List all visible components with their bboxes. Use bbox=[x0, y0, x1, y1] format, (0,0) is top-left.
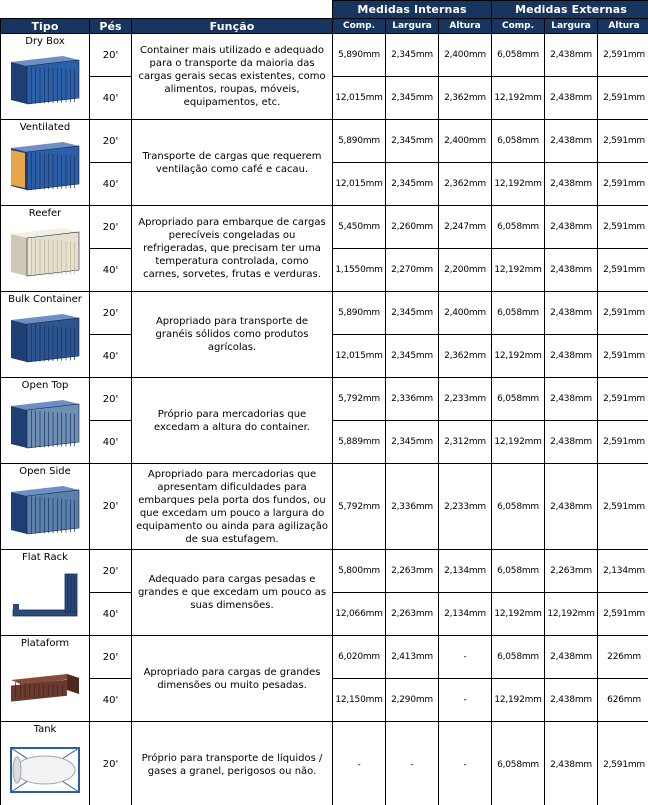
table-row bbox=[1, 722, 648, 805]
table-row bbox=[1, 464, 648, 550]
pes-cell: 20' bbox=[90, 292, 132, 335]
pes-cell: 20' bbox=[90, 464, 132, 550]
ext-altura-cell: 2,591mm bbox=[598, 249, 648, 292]
int-altura-cell: 2,312mm bbox=[439, 421, 492, 464]
ext-altura-cell: 2,591mm bbox=[598, 335, 648, 378]
int-largura-cell: 2,263mm bbox=[386, 593, 439, 636]
ext-comp-cell: 6,058mm bbox=[492, 292, 545, 335]
ventilated-container-image bbox=[1, 136, 89, 201]
pes-cell: 20' bbox=[90, 378, 132, 421]
ext-largura-cell: 2,438mm bbox=[545, 206, 598, 249]
header-int-largura: Largura bbox=[386, 19, 439, 34]
int-comp-cell: 12,015mm bbox=[333, 163, 386, 206]
ext-largura-cell: 2,438mm bbox=[545, 335, 598, 378]
int-altura-cell: 2,233mm bbox=[439, 464, 492, 550]
int-largura-cell: 2,345mm bbox=[386, 120, 439, 163]
table-row bbox=[1, 550, 648, 593]
funcao-cell: Container mais utilizado e adequado para o transporte da maioria das cargas gerais secas existentes, como alimentos, roupas, móveis, equipamentos, etc. bbox=[132, 34, 333, 120]
pes-cell: 20' bbox=[90, 636, 132, 679]
ext-comp-cell: 12,192mm bbox=[492, 335, 545, 378]
int-largura-cell: 2,345mm bbox=[386, 421, 439, 464]
int-comp-cell: 12,066mm bbox=[333, 593, 386, 636]
ext-largura-cell: 2,438mm bbox=[545, 163, 598, 206]
int-comp-cell: 6,020mm bbox=[333, 636, 386, 679]
pes-cell: 20' bbox=[90, 206, 132, 249]
int-largura-cell: 2,263mm bbox=[386, 550, 439, 593]
ext-comp-cell: 6,058mm bbox=[492, 120, 545, 163]
bulk-container-image bbox=[1, 308, 89, 373]
int-comp-cell: 5,800mm bbox=[333, 550, 386, 593]
ext-comp-cell: 12,192mm bbox=[492, 163, 545, 206]
ext-comp-cell: 12,192mm bbox=[492, 593, 545, 636]
int-comp-cell: 5,450mm bbox=[333, 206, 386, 249]
funcao-cell: Transporte de cargas que requerem ventilação como café e cacau. bbox=[132, 120, 333, 206]
int-altura-cell: - bbox=[439, 636, 492, 679]
funcao-cell: Próprio para transporte de líquidos / gases a granel, perigosos ou não. bbox=[132, 722, 333, 805]
header-ext-comp: Comp. bbox=[492, 19, 545, 34]
pes-cell: 40' bbox=[90, 77, 132, 120]
header-medidas-internas: Medidas Internas bbox=[333, 1, 492, 19]
container-type-name: Bulk Container bbox=[8, 294, 82, 305]
container-type-name: Flat Rack bbox=[22, 552, 68, 563]
int-largura-cell: - bbox=[386, 722, 439, 805]
ext-largura-cell: 2,438mm bbox=[545, 120, 598, 163]
int-comp-cell: 5,890mm bbox=[333, 120, 386, 163]
container-type-name: Open Side bbox=[19, 466, 71, 477]
ext-largura-cell: 2,438mm bbox=[545, 378, 598, 421]
header-ext-altura: Altura bbox=[598, 19, 648, 34]
ext-comp-cell: 6,058mm bbox=[492, 206, 545, 249]
pes-cell: 40' bbox=[90, 249, 132, 292]
table-row bbox=[1, 636, 648, 679]
ext-altura-cell: 2,591mm bbox=[598, 593, 648, 636]
int-comp-cell: 5,792mm bbox=[333, 464, 386, 550]
header-int-altura: Altura bbox=[439, 19, 492, 34]
container-type-name: Reefer bbox=[28, 208, 62, 219]
ext-comp-cell: 12,192mm bbox=[492, 249, 545, 292]
ext-largura-cell: 2,438mm bbox=[545, 464, 598, 550]
container-type-name: Dry Box bbox=[25, 36, 65, 47]
ext-largura-cell: 2,438mm bbox=[545, 292, 598, 335]
open-side-container-image bbox=[1, 480, 89, 545]
int-altura-cell: 2,400mm bbox=[439, 292, 492, 335]
pes-cell: 40' bbox=[90, 421, 132, 464]
header-funcao: Função bbox=[132, 19, 333, 34]
container-type-cell bbox=[1, 636, 90, 722]
int-altura-cell: 2,362mm bbox=[439, 77, 492, 120]
ext-altura-cell: 2,591mm bbox=[598, 722, 648, 805]
int-comp-cell: 1,1550mm bbox=[333, 249, 386, 292]
int-comp-cell: 5,792mm bbox=[333, 378, 386, 421]
flat-rack-container-image bbox=[1, 566, 89, 631]
ext-comp-cell: 6,058mm bbox=[492, 378, 545, 421]
int-altura-cell: 2,362mm bbox=[439, 335, 492, 378]
int-largura-cell: 2,345mm bbox=[386, 77, 439, 120]
ext-altura-cell: 2,591mm bbox=[598, 378, 648, 421]
plataform-container-image bbox=[1, 652, 89, 717]
table-row bbox=[1, 292, 648, 335]
int-altura-cell: 2,362mm bbox=[439, 163, 492, 206]
pes-cell: 40' bbox=[90, 593, 132, 636]
dry-box-container-image bbox=[1, 50, 89, 115]
int-largura-cell: 2,336mm bbox=[386, 464, 439, 550]
header-int-comp: Comp. bbox=[333, 19, 386, 34]
container-type-cell bbox=[1, 464, 90, 550]
container-type-cell bbox=[1, 722, 90, 805]
int-comp-cell: 12,015mm bbox=[333, 77, 386, 120]
int-largura-cell: 2,345mm bbox=[386, 163, 439, 206]
container-type-cell bbox=[1, 120, 90, 206]
ext-comp-cell: 6,058mm bbox=[492, 550, 545, 593]
ext-comp-cell: 12,192mm bbox=[492, 77, 545, 120]
int-largura-cell: 2,345mm bbox=[386, 34, 439, 77]
funcao-cell: Apropriado para embarque de cargas perecíveis congeladas ou refrigeradas, que precisam ter uma temperatura controlada, como carnes, sorvetes, frutas e verduras. bbox=[132, 206, 333, 292]
ext-comp-cell: 6,058mm bbox=[492, 464, 545, 550]
reefer-container-image bbox=[1, 222, 89, 287]
int-altura-cell: - bbox=[439, 722, 492, 805]
int-altura-cell: 2,134mm bbox=[439, 593, 492, 636]
int-altura-cell: 2,233mm bbox=[439, 378, 492, 421]
ext-altura-cell: 2,591mm bbox=[598, 163, 648, 206]
int-comp-cell: 5,889mm bbox=[333, 421, 386, 464]
int-altura-cell: 2,400mm bbox=[439, 34, 492, 77]
funcao-cell: Apropriado para transporte de granéis sólidos como produtos agrícolas. bbox=[132, 292, 333, 378]
ext-largura-cell: 2,438mm bbox=[545, 722, 598, 805]
ext-altura-cell: 2,134mm bbox=[598, 550, 648, 593]
int-largura-cell: 2,270mm bbox=[386, 249, 439, 292]
int-largura-cell: 2,336mm bbox=[386, 378, 439, 421]
int-comp-cell: 5,890mm bbox=[333, 34, 386, 77]
ext-largura-cell: 2,438mm bbox=[545, 249, 598, 292]
ext-altura-cell: 626mm bbox=[598, 679, 648, 722]
int-altura-cell: - bbox=[439, 679, 492, 722]
header-ext-largura: Largura bbox=[545, 19, 598, 34]
int-largura-cell: 2,345mm bbox=[386, 292, 439, 335]
header-blank bbox=[1, 1, 333, 19]
ext-comp-cell: 6,058mm bbox=[492, 722, 545, 805]
funcao-cell: Apropriado para mercadorias que apresentam dificuldades para embarques pela porta dos fundos, ou que excedam um pouco a largura do equipamento ou ainda para agilização de sua estufagem. bbox=[132, 464, 333, 550]
int-comp-cell: 12,150mm bbox=[333, 679, 386, 722]
ext-largura-cell: 2,438mm bbox=[545, 34, 598, 77]
ext-largura-cell: 2,438mm bbox=[545, 77, 598, 120]
ext-comp-cell: 6,058mm bbox=[492, 636, 545, 679]
int-largura-cell: 2,260mm bbox=[386, 206, 439, 249]
ext-altura-cell: 2,591mm bbox=[598, 206, 648, 249]
ext-largura-cell: 12,192mm bbox=[545, 593, 598, 636]
container-type-cell bbox=[1, 34, 90, 120]
ext-altura-cell: 2,591mm bbox=[598, 292, 648, 335]
container-type-name: Tank bbox=[33, 724, 57, 735]
ext-altura-cell: 226mm bbox=[598, 636, 648, 679]
int-altura-cell: 2,134mm bbox=[439, 550, 492, 593]
ext-largura-cell: 2,263mm bbox=[545, 550, 598, 593]
container-type-name: Open Top bbox=[21, 380, 69, 391]
pes-cell: 20' bbox=[90, 34, 132, 77]
int-altura-cell: 2,247mm bbox=[439, 206, 492, 249]
table-row bbox=[1, 120, 648, 163]
container-type-cell bbox=[1, 378, 90, 464]
header-tipo: Tipo bbox=[1, 19, 90, 34]
pes-cell: 40' bbox=[90, 163, 132, 206]
pes-cell: 20' bbox=[90, 550, 132, 593]
ext-altura-cell: 2,591mm bbox=[598, 421, 648, 464]
int-comp-cell: - bbox=[333, 722, 386, 805]
container-type-cell bbox=[1, 206, 90, 292]
ext-altura-cell: 2,591mm bbox=[598, 77, 648, 120]
int-altura-cell: 2,400mm bbox=[439, 120, 492, 163]
ext-comp-cell: 12,192mm bbox=[492, 679, 545, 722]
int-altura-cell: 2,200mm bbox=[439, 249, 492, 292]
int-largura-cell: 2,290mm bbox=[386, 679, 439, 722]
pes-cell: 20' bbox=[90, 722, 132, 805]
ext-altura-cell: 2,591mm bbox=[598, 34, 648, 77]
pes-cell: 20' bbox=[90, 120, 132, 163]
pes-cell: 40' bbox=[90, 679, 132, 722]
int-comp-cell: 12,015mm bbox=[333, 335, 386, 378]
funcao-cell: Próprio para mercadorias que excedam a altura do container. bbox=[132, 378, 333, 464]
pes-cell: 40' bbox=[90, 335, 132, 378]
int-comp-cell: 5,890mm bbox=[333, 292, 386, 335]
int-largura-cell: 2,413mm bbox=[386, 636, 439, 679]
funcao-cell: Adequado para cargas pesadas e grandes e que excedam um pouco as suas dimensões. bbox=[132, 550, 333, 636]
container-type-name: Plataform bbox=[20, 638, 70, 649]
table-row bbox=[1, 34, 648, 77]
ext-largura-cell: 2,438mm bbox=[545, 679, 598, 722]
ext-largura-cell: 2,438mm bbox=[545, 421, 598, 464]
table-row bbox=[1, 206, 648, 249]
table-row bbox=[1, 378, 648, 421]
header-medidas-externas: Medidas Externas bbox=[492, 1, 648, 19]
container-type-cell bbox=[1, 550, 90, 636]
container-type-name: Ventilated bbox=[19, 122, 71, 133]
open-top-container-image bbox=[1, 394, 89, 459]
container-type-cell bbox=[1, 292, 90, 378]
int-largura-cell: 2,345mm bbox=[386, 335, 439, 378]
ext-comp-cell: 6,058mm bbox=[492, 34, 545, 77]
tank-container-image bbox=[1, 738, 89, 803]
ext-altura-cell: 2,591mm bbox=[598, 464, 648, 550]
funcao-cell: Apropriado para cargas de grandes dimensões ou muito pesadas. bbox=[132, 636, 333, 722]
header-pes: Pés bbox=[90, 19, 132, 34]
ext-altura-cell: 2,591mm bbox=[598, 120, 648, 163]
ext-largura-cell: 2,438mm bbox=[545, 636, 598, 679]
ext-comp-cell: 12,192mm bbox=[492, 421, 545, 464]
